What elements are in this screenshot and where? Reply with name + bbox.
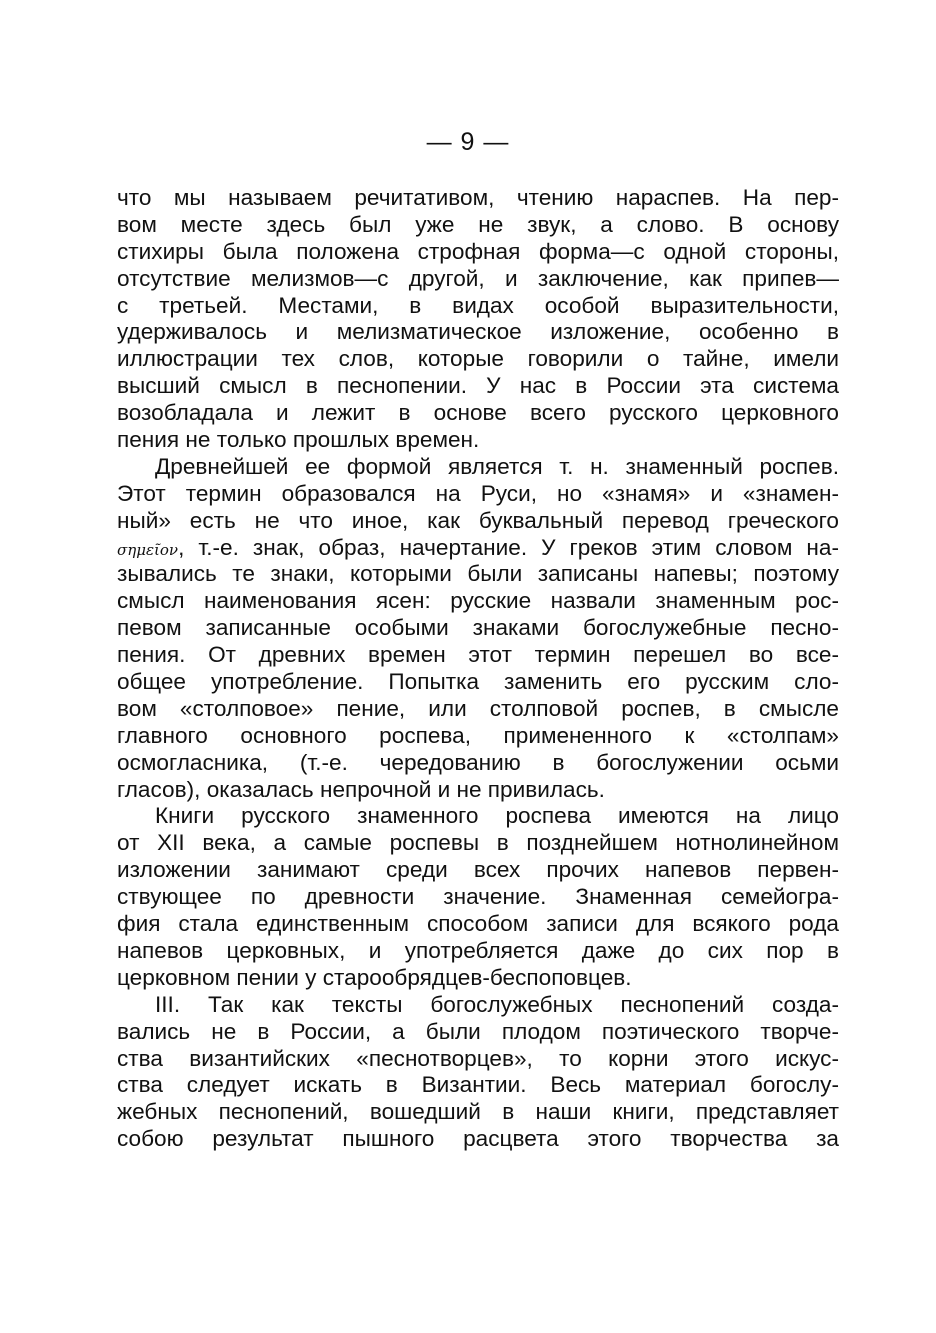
text-line: пения не только прошлых времен. [117,427,480,453]
text-line: стихиры была положена строфная форма—с одной стороны, [117,238,839,264]
text-line: отсутствие мелизмов—с другой, и заключение, как припев— [117,265,839,291]
paragraph-2 [117,454,839,804]
text-line: напевов церковных, и употребляется даже до сих пор в [117,937,839,963]
text-line: III. Так как тексты богослужебных песнопений созда- [155,991,839,1017]
body-text [117,185,839,1153]
text-line: изложении занимают среди всех прочих напевов первен- [117,857,839,883]
text-line: вом «столповое» пение, или столповой роспев, в смысле [117,695,839,721]
text-line: Древнейшей ее формой является т. н. знаменный роспев. [155,453,839,479]
text-line: фия стала единственным способом записи для всякого рода [117,911,839,937]
paragraph-3 [117,803,839,991]
text-line: Этот термин образовался на Руси, но «знамя» и «знамен- [117,480,839,506]
text-line: что мы называем речитативом, чтению нараспев. На пер- [117,185,839,210]
text-line: гласов), оказалась непрочной и не привилась. [117,776,605,802]
text-line: ства византийских «песнотворцев», то корни этого искус- [117,1045,839,1071]
text-line: главного основного роспева, примененного к «столпам» [117,722,839,748]
text-line: возобладала и лежит в основе всего русского церковного [117,400,839,426]
text-line: ный» есть не что иное, как буквальный перевод греческого [117,507,839,533]
page-number: — 9 — [426,128,510,156]
text-line: жебных песнопений, вошедший в наши книги, представляет [117,1099,839,1125]
text-line: осмогласника, (т.-е. чередованию в богослужении осьми [117,749,839,775]
text-line: от XII века, а самые роспевы в позднейшем нотнолинейном [117,830,839,856]
text-line: собою результат пышного расцвета этого творчества за [117,1126,839,1152]
text-line: с третьей. Местами, в видах особой выразительности, [117,292,839,318]
paragraph-1 [117,185,839,454]
text-line: иллюстрации тех слов, которые говорили о тайне, имели [117,346,839,372]
text-line: общее употребление. Попытка заменить его русским сло- [117,669,839,695]
text-line: удерживалось и мелизматическое изложение, особенно в [117,319,839,345]
text-line-rest: , т.-е. знак, образ, начертание. У греков этим словом на- [178,534,839,560]
paragraph-4 [117,992,839,1153]
text-line: высший смысл в песнопении. У нас в России эта система [117,373,839,399]
text-line: смысл наименования ясен: русские назвали знаменным рос- [117,588,839,614]
text-line: ства следует искать в Византии. Весь материал богослу- [117,1072,839,1098]
text-line: ствующее по древности значение. Знаменная семейогра- [117,884,839,910]
greek-word: σημεῖον [117,540,179,559]
text-line: церковном пении у старообрядцев-беспоповцев. [117,964,632,990]
text-line: Книги русского знаменного роспева имеются на лицо [155,803,839,829]
text-line: зывались те знаки, которыми были записаны напевы; поэтому [117,561,839,587]
text-line-greek [117,535,839,562]
text-line: певом записанные особыми знаками богослужебные песно- [117,615,839,641]
text-line: вались не в России, а были плодом поэтического творче- [117,1018,839,1044]
text-line: вом месте здесь был уже не звук, а слово. В основу [117,211,839,237]
text-line: пения. От древних времен этот термин перешел во все- [117,642,839,668]
